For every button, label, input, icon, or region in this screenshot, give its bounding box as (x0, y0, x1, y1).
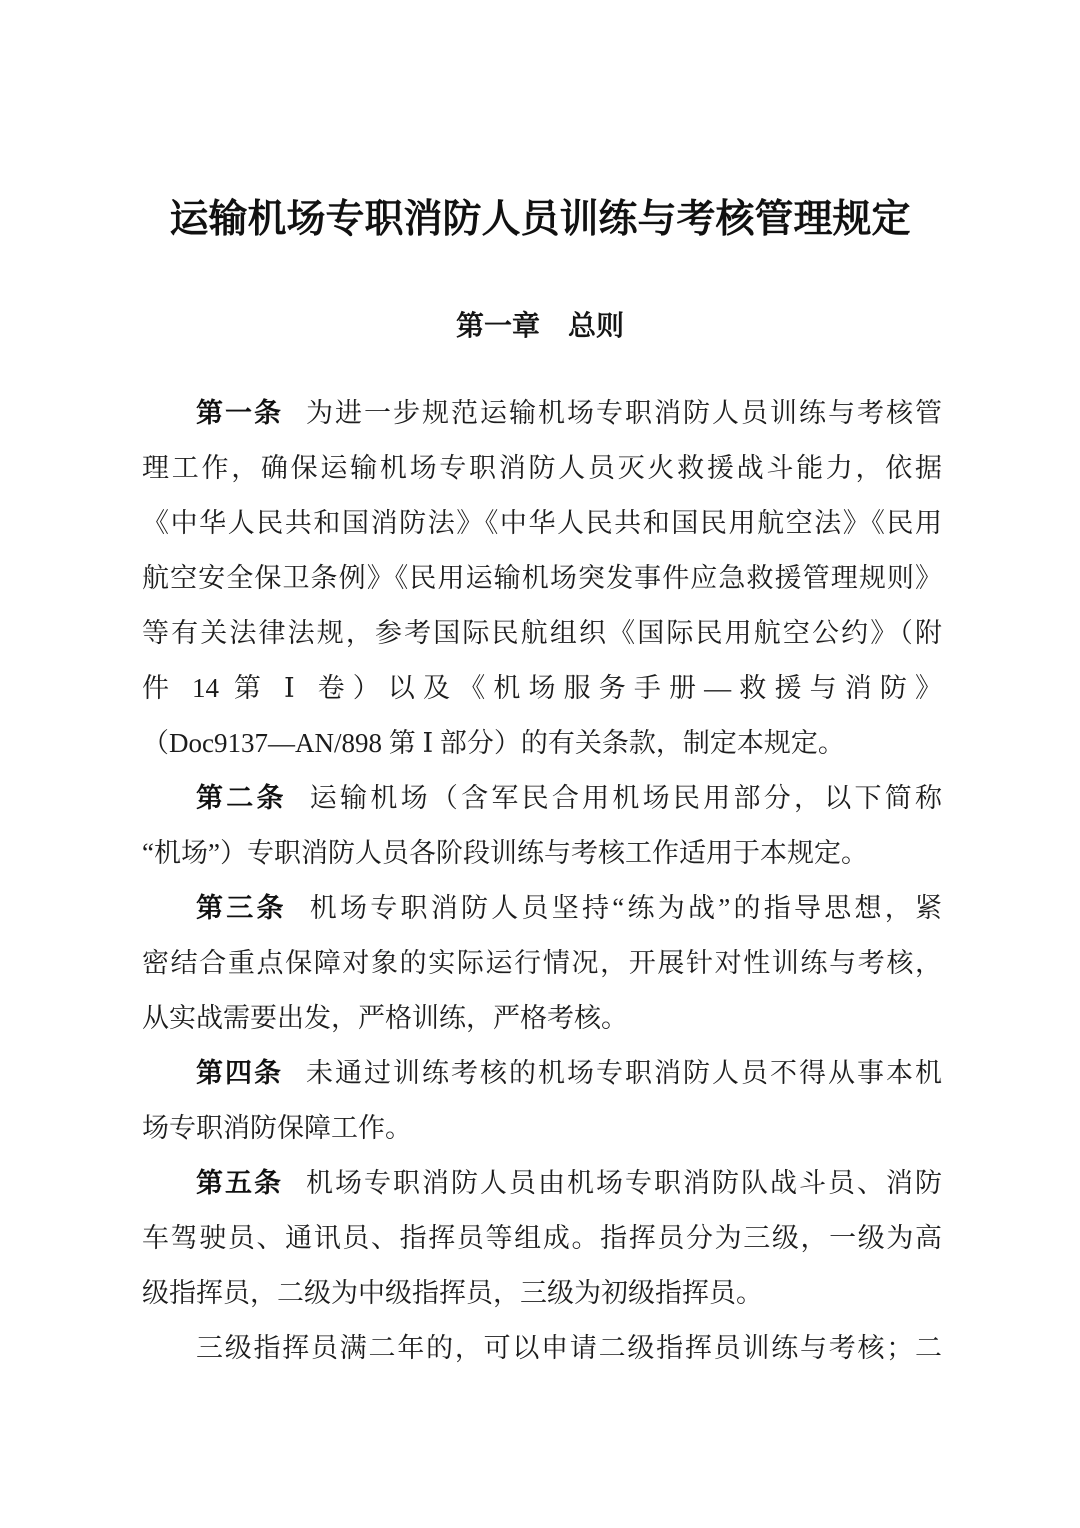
line-text: 机场专职消防人员坚持“练为战”的指导思想，紧 (309, 893, 943, 923)
text-line (142, 551, 942, 606)
line-text: 航空安全保卫条例》《民用运输机场突发事件应急救援管理规则》 (142, 563, 942, 593)
text-line (142, 1321, 942, 1376)
line-text: 级指挥员，二级为中级指挥员，三级为初级指挥员。 (142, 1278, 763, 1308)
text-line (142, 936, 942, 991)
text-line (142, 1101, 942, 1156)
text-line (142, 771, 942, 826)
line-text: 未通过训练考核的机场专职消防人员不得从事本机 (306, 1058, 942, 1088)
line-text: 理工作，确保运输机场专职消防人员灭火救援战斗能力，依据 (142, 453, 942, 483)
chapter-heading: 第一章 总则 (455, 310, 624, 341)
article-label: 第三条 (196, 893, 287, 923)
line-text: 运输机场（含军民合用机场民用部分，以下简称 (309, 783, 943, 813)
text-line (142, 386, 942, 441)
document-body (142, 386, 942, 1376)
text-line (142, 716, 942, 771)
line-text: 件 14 第 Ⅰ 卷）以及《机场服务手册—救援与消防》 (142, 673, 942, 703)
line-text: 为进一步规范运输机场专职消防人员训练与考核管 (306, 398, 942, 428)
line-text: 《中华人民共和国消防法》《中华人民共和国民用航空法》《民用 (142, 508, 942, 538)
text-line (142, 1266, 942, 1321)
line-text: （Doc9137—AN/898 第 Ⅰ 部分）的有关条款，制定本规定。 (142, 728, 845, 758)
text-line (142, 1046, 942, 1101)
article-label: 第五条 (196, 1168, 283, 1198)
text-line (142, 991, 942, 1046)
text-line (142, 496, 942, 551)
text-line (142, 661, 942, 716)
line-text: 场专职消防保障工作。 (142, 1113, 412, 1143)
text-line (142, 441, 942, 496)
line-text: 三级指挥员满二年的，可以申请二级指挥员训练与考核；二 (196, 1333, 942, 1363)
line-text: 等有关法律法规，参考国际民航组织《国际民用航空公约》（附 (142, 618, 942, 648)
line-text: 密结合重点保障对象的实际运行情况，开展针对性训练与考核， (142, 948, 942, 978)
line-text: 从实战需要出发，严格训练，严格考核。 (142, 1003, 628, 1033)
article-label: 第四条 (196, 1058, 283, 1088)
article-label: 第二条 (196, 783, 287, 813)
text-line (142, 1156, 942, 1211)
text-line (142, 606, 942, 661)
text-line (142, 1211, 942, 1266)
document-title: 运输机场专职消防人员训练与考核管理规定 (169, 198, 911, 241)
text-line (142, 826, 942, 881)
text-line (142, 881, 942, 936)
article-label: 第一条 (196, 398, 283, 428)
line-text: “机场”）专职消防人员各阶段训练与考核工作适用于本规定。 (142, 838, 868, 868)
line-text: 机场专职消防人员由机场专职消防队战斗员、消防 (306, 1168, 942, 1198)
line-text: 车驾驶员、通讯员、指挥员等组成。指挥员分为三级，一级为高 (142, 1223, 942, 1253)
